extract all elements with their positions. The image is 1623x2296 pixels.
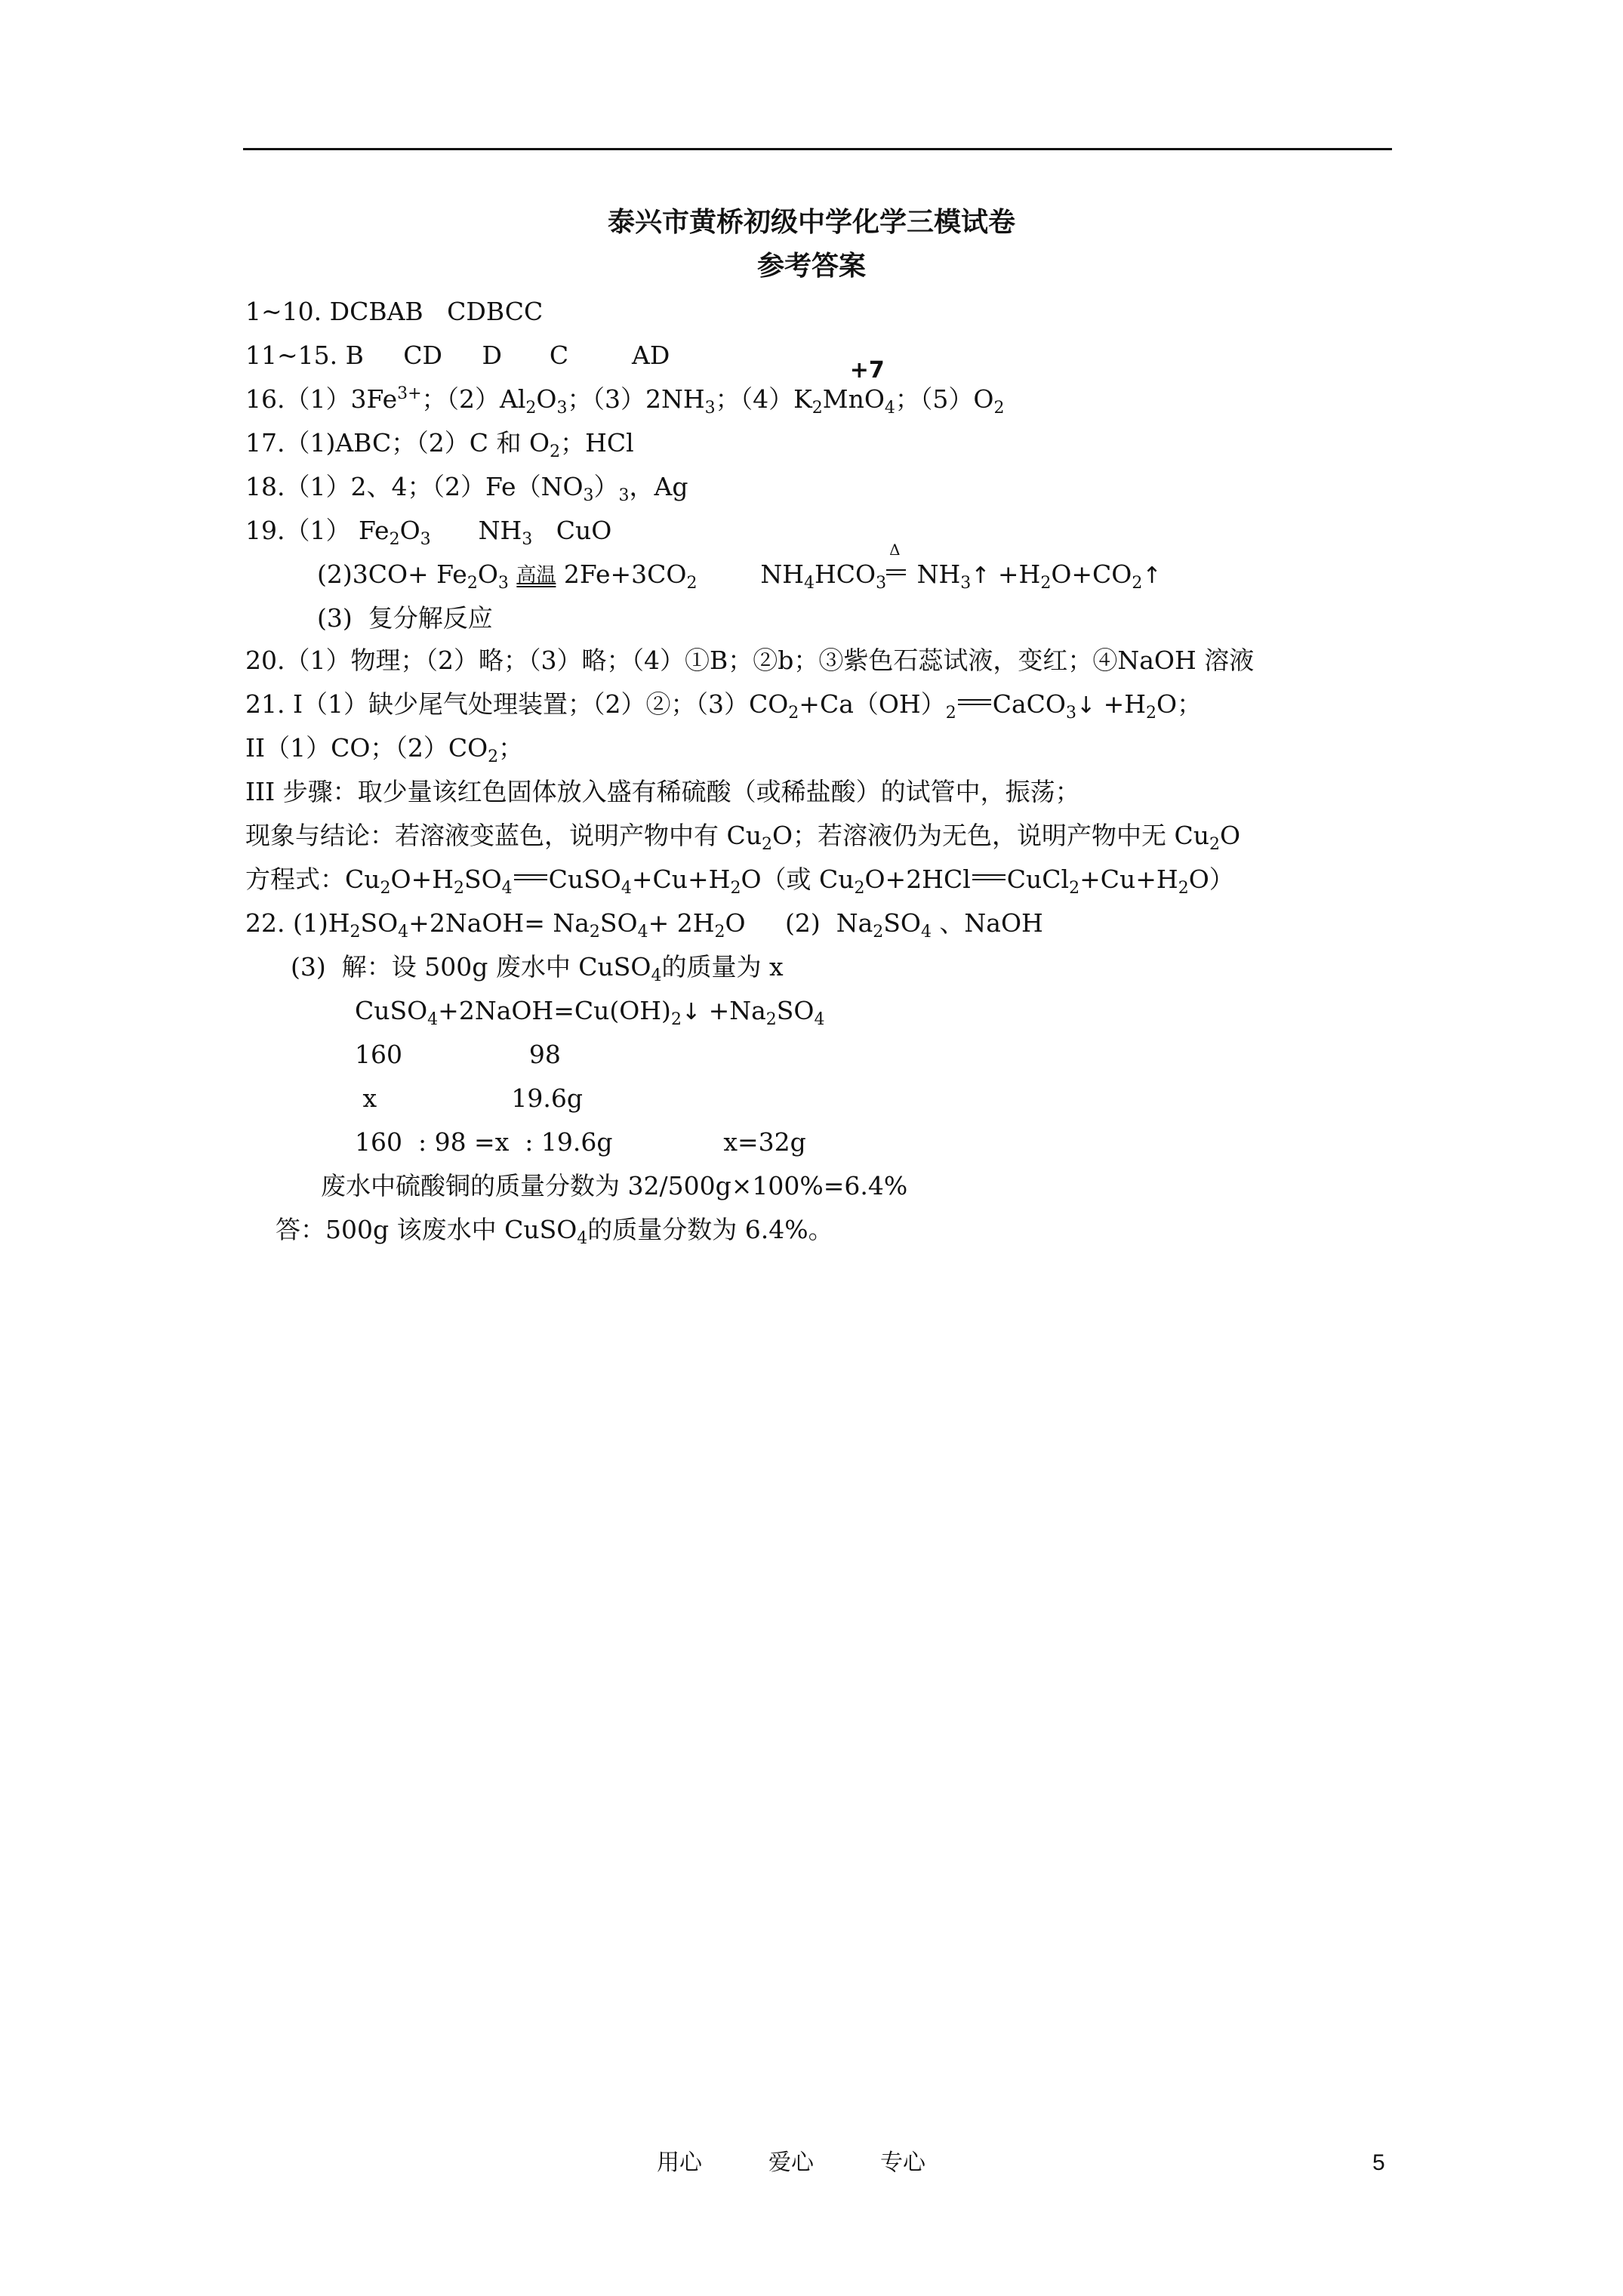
answer-line-phenomenon: 现象与结论：若溶液变蓝色，说明产物中有 $Cu_2O$；若溶液仍为无色，说明产物中无 $Cu_2O$ [245, 821, 1241, 854]
calc-result: 废水中硫酸铜的质量分数为 32/500g×100%=6.4% [321, 1171, 908, 1200]
answer-line-1: 1~10. DCBAB CDBCC [245, 297, 544, 326]
answer-line-16: $16.(1)3Fe^{3+}$；$(2)Al_2O_3$；$(3)2NH_3$；$(4)K_2MnO$ +7 $_4$；$(5)O_2$ [245, 357, 1005, 418]
precipitate-arrow-icon: ↓ [1076, 692, 1096, 719]
answer-line-17: 17.（1)ABC；（2）C 和 $O_2$；HCl [245, 428, 634, 461]
answer-line-18: 18.（1）2、4；$(2)Fe(NO_3)_3$，Ag [245, 472, 688, 505]
answer-line-22: 22. $(1)H_2SO_4+2NaOH= Na_2SO_4+ 2H_2O$ (2) $Na_2SO_4$ 、NaOH [245, 908, 1043, 942]
answer-line-21-ii: II（1）CO；$(2)CO_2$； [245, 733, 524, 766]
answer-line-equation: 方程式：$Cu_2O+H_2SO_4$ $CuSO_4+Cu+H_2O$（或 $Cu_2O+2HCl$ $CuCl_2+Cu+H_2O$） [245, 864, 1234, 898]
equals-sign [514, 874, 547, 880]
header-rule [243, 148, 1392, 150]
precipitate-arrow-icon: ↓ [681, 999, 701, 1025]
equals-sign [972, 874, 1006, 880]
condition-high-temp: 高温 [516, 564, 556, 587]
calc-proportion: 160 : 98 =x : 19.6g x=32g [355, 1127, 806, 1157]
answer-line-19-2: $(2)3CO+ Fe_2O_3$ 高温 $2Fe+3CO_2$ $NH_4HCO_3$ Δ $NH_3↑$ $+H_2O+CO_2↑$ [317, 541, 1162, 593]
gas-arrow-icon: ↑ [971, 562, 990, 589]
answer-line-21: 21. I（1）缺少尾气处理装置；（2）②；$(3)CO_2+Ca(OH)_2$ CaCO$_3$↓ $+H_2O$； [245, 689, 1203, 723]
answer-line-19-3: (3) 复分解反应 [317, 603, 493, 633]
footer-word: 专心 [880, 2150, 925, 2176]
answer-line-21-iii: III 步骤：取少量该红色固体放入盛有稀硫酸（或稀盐酸）的试管中，振荡； [245, 777, 1080, 806]
calc-molar-masses: 160 98 [355, 1040, 561, 1069]
answer-line-19: 19.（1） $Fe_2O_3$ $NH_3$ CuO [245, 516, 612, 549]
equals-sign [958, 699, 991, 705]
gas-arrow-icon: ↑ [1142, 562, 1162, 589]
footer-word: 用心 [657, 2150, 702, 2176]
calc-unknowns: x 19.6g [355, 1083, 584, 1113]
page-title: 泰兴市黄桥初级中学化学三模试卷 [607, 206, 1015, 238]
answer-line-2: 11~15. B CD D C AD [245, 341, 670, 370]
answer-line-22-3: (3) 解：设 500g 废水中 CuSO$_4$的质量为 x [291, 952, 784, 985]
final-answer: 答：500g 该废水中 CuSO$_4$的质量分数为 6.4%。 [276, 1215, 833, 1248]
page-subtitle: 参考答案 [756, 250, 866, 282]
oxidation-state: MnO +7 [822, 357, 885, 414]
calc-equation: $CuSO_4+2NaOH=Cu(OH)_2↓ +Na_2SO_4$ [355, 996, 825, 1029]
oxidation-number-label: +7 [849, 357, 885, 384]
answer-line-20: 20.（1）物理；（2）略；（3）略；（4）①B；②b；③紫色石蕊试液，变红；④NaOH 溶液 [245, 646, 1255, 675]
page-number: 5 [1372, 2150, 1385, 2175]
heating-condition: Δ [886, 557, 909, 592]
footer-word: 爱心 [768, 2150, 814, 2176]
